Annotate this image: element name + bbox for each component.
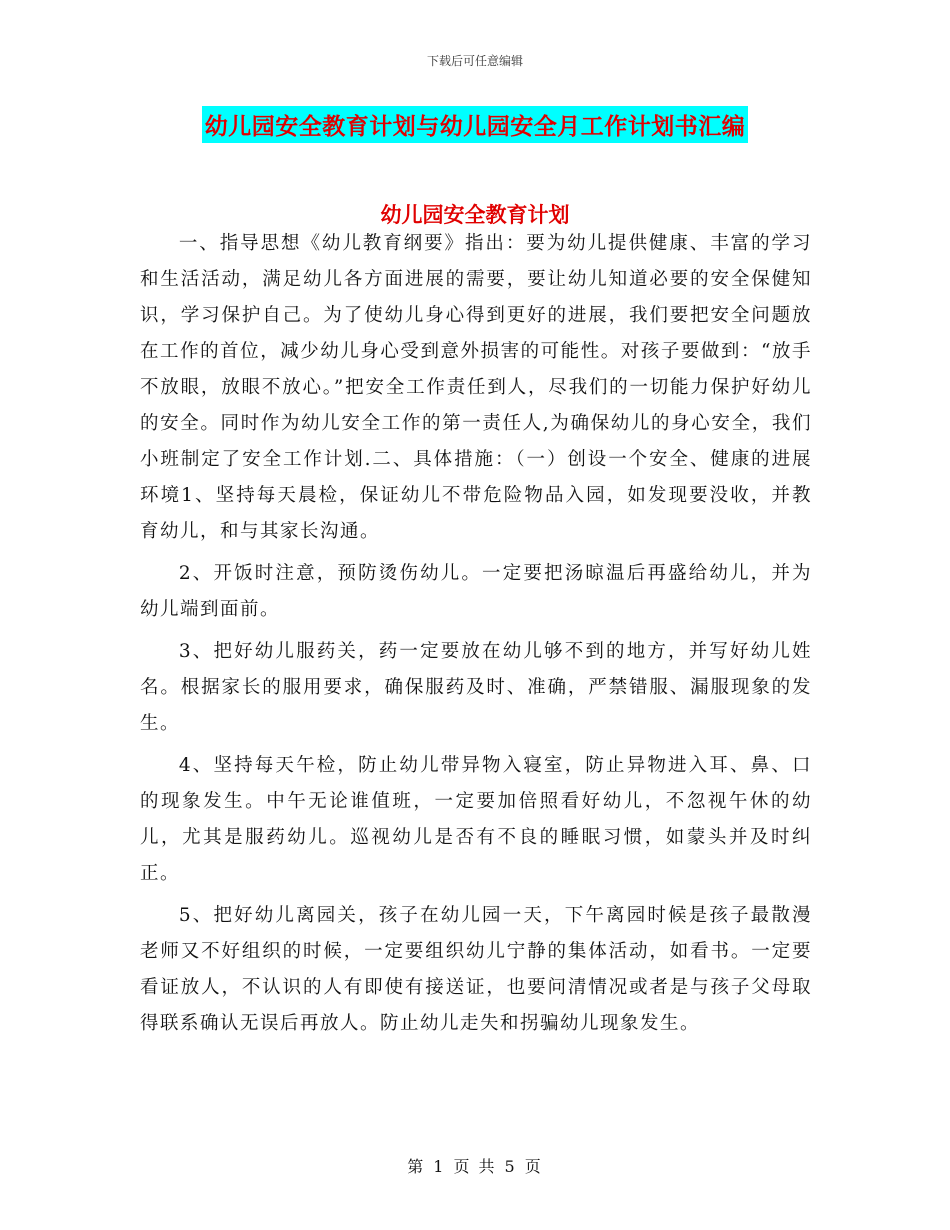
paragraph: 4、坚持每天午检，防止幼儿带异物入寝室，防止异物进入耳、鼻、口的现象发生。中午无论谁值班，一定要加倍照看好幼儿，不忽视午休的幼儿，尤其是服药幼儿。巡视幼儿是否有不良的睡眠习惯，如蒙头并及时纠正。 [140, 755, 812, 884]
document-title-text: 幼儿园安全教育计划与幼儿园安全月工作计划书汇编 [202, 106, 749, 143]
paragraph: 一、指导思想《幼儿教育纲要》指出：要为幼儿提供健康、丰富的学习和生活活动，满足幼儿各方面进展的需要，要让幼儿知道必要的安全保健知识，学习保护自己。为了使幼儿身心得到更好的进展，我们要把安全问题放在工作的首位，减少幼儿身心受到意外损害的可能性。对孩子要做到：“放手不放眼，放眼不放心。”把安全工作责任到人，尽我们的一切能力保护好幼儿的安全。同时作为幼儿安全工作的第一责任人,为确保幼儿的身心安全，我们小班制定了安全工作计划.二、具体措施：（一）创设一个安全、健康的进展环境1、坚持每天晨检，保证幼儿不带危险物品入园，如发现要没收，并教育幼儿，和与其家长沟通。 [140, 233, 812, 542]
page-prefix: 第 [407, 1157, 426, 1176]
page-suffix: 页 [524, 1157, 543, 1176]
paragraph: 3、把好幼儿服药关，药一定要放在幼儿够不到的地方，并写好幼儿姓名。根据家长的服用要求，确保服药及时、准确，严禁错服、漏服现象的发生。 [140, 641, 812, 734]
paragraph: 5、把好幼儿离园关，孩子在幼儿园一天，下午离园时候是孩子最散漫老师又不好组织的时候，一定要组织幼儿宁静的集体活动，如看书。一定要看证放人，不认识的人有即使有接送证，也要问清情况或者是与孩子父母取得联系确认无误后再放人。防止幼儿走失和拐骗幼儿现象发生。 [140, 905, 812, 1034]
page-footer [0, 1154, 950, 1177]
page-total: 5 [504, 1157, 517, 1176]
section-title: 幼儿园安全教育计划 [380, 202, 570, 227]
document-title [0, 106, 950, 143]
document-body [140, 226, 812, 1048]
page-number: 1 [433, 1157, 446, 1176]
paragraph: 2、开饭时注意，预防烫伤幼儿。一定要把汤晾温后再盛给幼儿，并为幼儿端到面前。 [140, 563, 812, 620]
header-note: 下载后可任意编辑 [426, 54, 523, 68]
page-mid: 页 共 [453, 1157, 497, 1176]
